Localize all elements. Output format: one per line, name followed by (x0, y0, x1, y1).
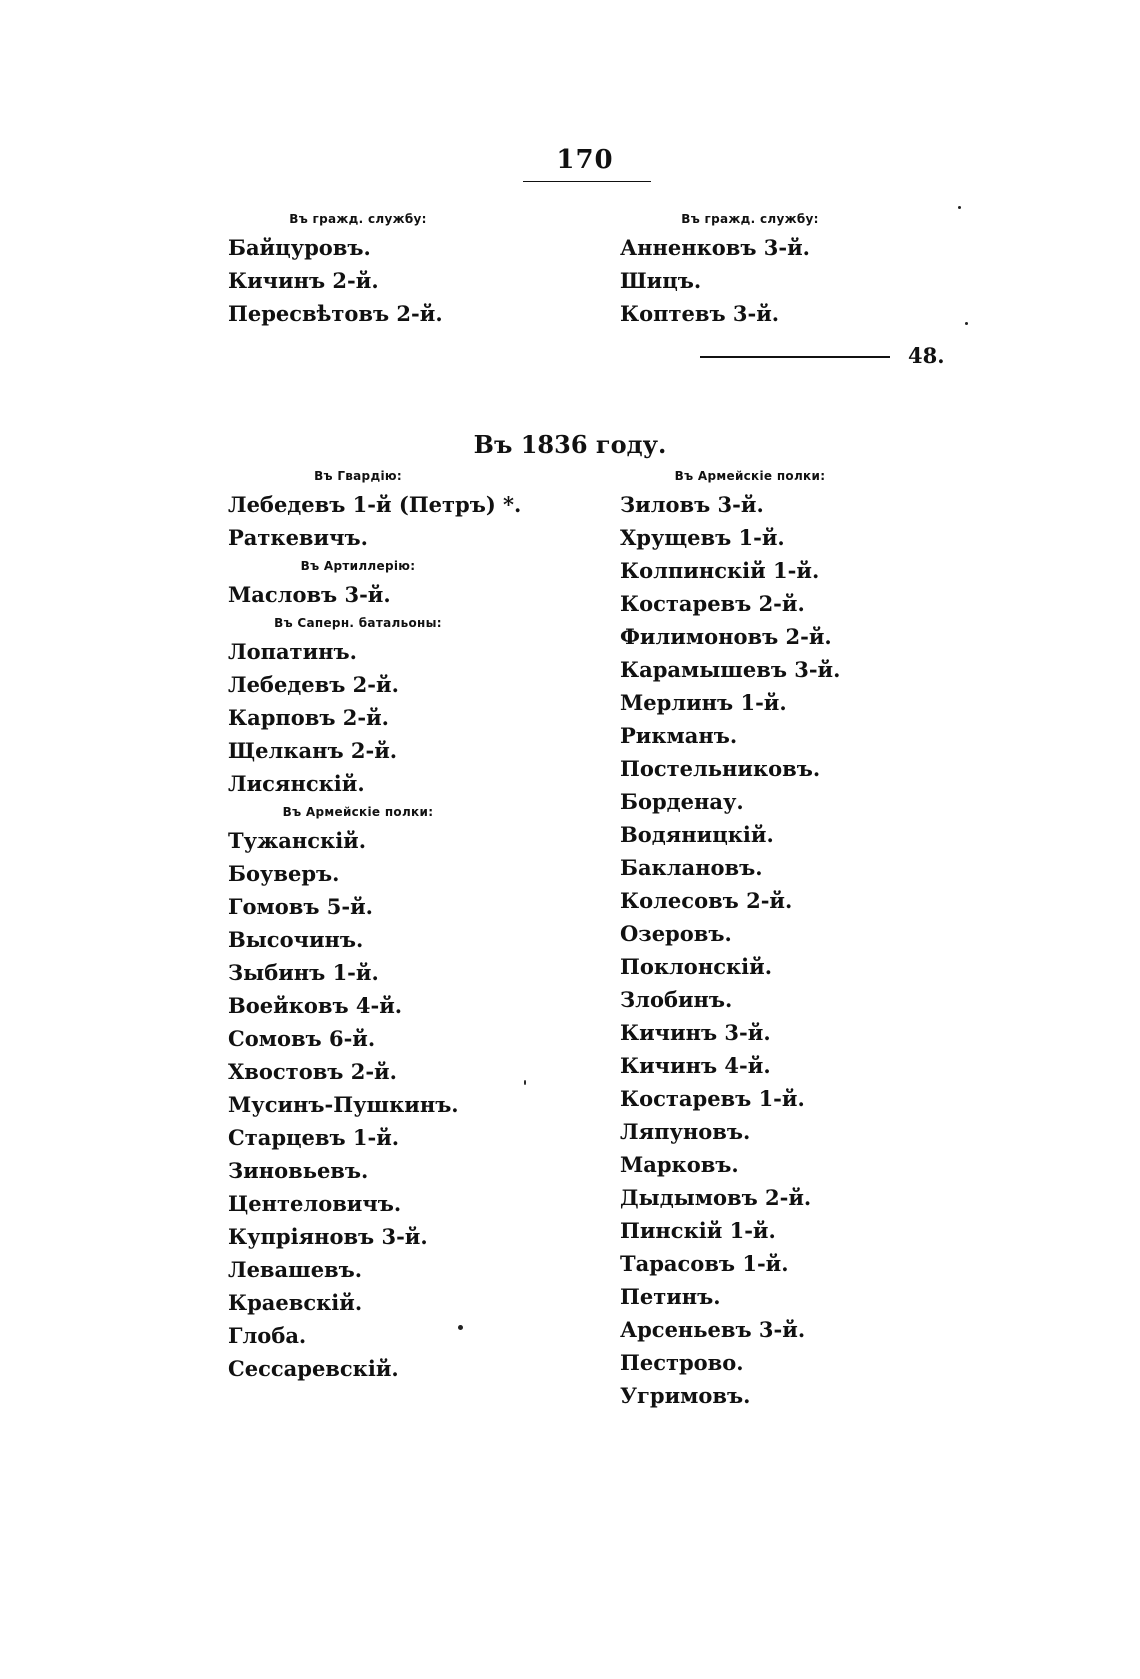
print-speck (958, 206, 961, 209)
army-left-name: Старцевъ 1-й. (228, 1125, 400, 1150)
sapper-name: Лопатинъ. (228, 639, 357, 664)
group-heading: Въ Саперн. батальоны: (274, 616, 442, 630)
army-right-name: Костаревъ 2-й. (620, 591, 805, 616)
group-army-regiments-left (228, 800, 548, 1385)
civil-service-left-name: Байцуровъ. (228, 235, 371, 260)
army-left-name: Мусинъ-Пушкинъ. (228, 1092, 459, 1117)
army-left-name: Краевскій. (228, 1290, 363, 1315)
army-right-name: Рикманъ. (620, 723, 738, 748)
army-right-name: Озеровъ. (620, 921, 732, 946)
year-1836-left-column (228, 464, 548, 1385)
guard-name: Раткевичъ. (228, 525, 368, 550)
army-right-name: Хрущевъ 1-й. (620, 525, 785, 550)
army-right-name: Поклонскій. (620, 954, 773, 979)
army-left-name: Боуверъ. (228, 861, 340, 886)
army-right-name: Карамышевъ 3-й. (620, 657, 841, 682)
civil-service-left-heading: Въ гражд. службу: (289, 212, 427, 226)
army-left-name: Зыбинъ 1-й. (228, 960, 379, 985)
army-left-name: Гомовъ 5-й. (228, 894, 373, 919)
year-1836-right-column (620, 464, 940, 1412)
army-right-name: Злобинъ. (620, 987, 733, 1012)
army-right-name: Угримовъ. (620, 1383, 751, 1408)
civil-service-right-name: Анненковъ 3-й. (620, 235, 810, 260)
army-right-name: Колесовъ 2-й. (620, 888, 793, 913)
army-left-name: Высочинъ. (228, 927, 364, 952)
sapper-name: Лебедевъ 2-й. (228, 672, 399, 697)
print-speck (458, 1325, 463, 1330)
page-number: 170 (556, 145, 614, 175)
artillery-name: Масловъ 3-й. (228, 582, 391, 607)
army-right-name: Дыдымовъ 2-й. (620, 1185, 812, 1210)
page-number-rule (523, 181, 651, 182)
army-right-name: Баклановъ. (620, 855, 763, 880)
army-left-name: Тужанскій. (228, 828, 367, 853)
artillery-name-list (228, 578, 548, 611)
army-right-name: Ляпуновъ. (620, 1119, 751, 1144)
army-right-name: Марковъ. (620, 1152, 739, 1177)
civil-service-right-name: Коптевъ 3-й. (620, 301, 780, 326)
army-left-name: Купріяновъ 3-й. (228, 1224, 428, 1249)
army-right-name: Тарасовъ 1-й. (620, 1251, 789, 1276)
army-right-name: Мерлинъ 1-й. (620, 690, 787, 715)
group-heading: Въ Гвардію: (314, 469, 402, 483)
army-right-name: Костаревъ 1-й. (620, 1086, 805, 1111)
group-heading: Въ Армейскіе полки: (674, 469, 826, 483)
army-right-name-list (620, 488, 940, 1412)
total-count: 48. (908, 343, 945, 368)
sapper-name: Лисянскій. (228, 771, 365, 796)
print-speck (965, 322, 968, 325)
army-right-name: Колпинскій 1-й. (620, 558, 820, 583)
army-right-name: Кичинъ 4-й. (620, 1053, 771, 1078)
civil-service-right-heading: Въ гражд. службу: (681, 212, 819, 226)
sapper-name: Щелканъ 2-й. (228, 738, 398, 763)
civil-service-left-name: Кичинъ 2-й. (228, 268, 379, 293)
civil-service-left-column (228, 207, 548, 330)
sapper-name: Карповъ 2-й. (228, 705, 389, 730)
army-right-name: Кичинъ 3-й. (620, 1020, 771, 1045)
army-right-name: Зиловъ 3-й. (620, 492, 764, 517)
army-right-name: Пинскій 1-й. (620, 1218, 776, 1243)
civil-service-right-column (620, 207, 940, 330)
army-right-name: Постельниковъ. (620, 756, 821, 781)
civil-service-left-name: Пересвѣтовъ 2-й. (228, 301, 443, 326)
army-right-name: Пестрово. (620, 1350, 744, 1375)
army-left-name: Хвостовъ 2-й. (228, 1059, 397, 1084)
army-left-name: Зиновьевъ. (228, 1158, 369, 1183)
group-artillery (228, 554, 548, 611)
army-left-name: Сессаревскій. (228, 1356, 399, 1381)
print-speck (524, 1080, 526, 1085)
group-guard (228, 464, 548, 554)
civil-service-left-name-list (228, 231, 548, 330)
army-left-name: Глоба. (228, 1323, 307, 1348)
guard-name-list (228, 488, 548, 554)
group-heading: Въ Армейскіе полки: (282, 805, 434, 819)
army-right-name: Арсеньевъ 3-й. (620, 1317, 806, 1342)
army-left-name: Сомовъ 6-й. (228, 1026, 376, 1051)
guard-name: Лебедевъ 1-й (Петръ) *. (228, 492, 522, 517)
year-heading: Въ 1836 году. (473, 430, 667, 459)
army-right-name: Водяницкій. (620, 822, 774, 847)
total-rule (700, 356, 890, 358)
group-heading: Въ Артиллерію: (300, 559, 416, 573)
army-right-name: Филимоновъ 2-й. (620, 624, 832, 649)
army-right-name: Борденау. (620, 789, 744, 814)
army-left-name: Центеловичъ. (228, 1191, 402, 1216)
civil-service-right-name-list (620, 231, 940, 330)
group-sappers (228, 611, 548, 800)
army-left-name-list (228, 824, 548, 1385)
sapper-name-list (228, 635, 548, 800)
civil-service-right-name: Шицъ. (620, 268, 702, 293)
army-left-name: Левашевъ. (228, 1257, 363, 1282)
army-left-name: Воейковъ 4-й. (228, 993, 403, 1018)
army-right-name: Петинъ. (620, 1284, 721, 1309)
